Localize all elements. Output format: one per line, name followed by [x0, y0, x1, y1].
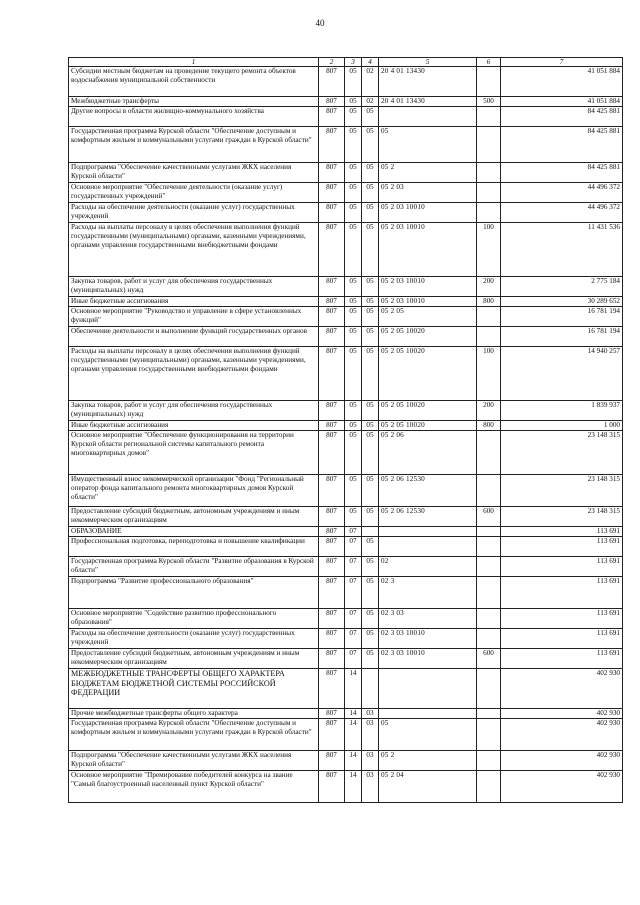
table-row	[69, 307, 623, 327]
amount-cell: 113 691	[501, 609, 623, 629]
ministry-code-cell: 807	[319, 431, 345, 475]
subsection-code-cell: 05	[362, 107, 379, 127]
ministry-code-cell: 807	[319, 327, 345, 347]
row-name-cell: Прочие межбюджетные трансферты общего характера	[69, 709, 319, 719]
table-row	[69, 669, 623, 709]
section-code-cell: 07	[345, 537, 362, 557]
table-row	[69, 537, 623, 557]
expense-type-cell	[477, 475, 501, 507]
amount-cell: 44 496 372	[501, 183, 623, 203]
subsection-code-cell: 03	[362, 719, 379, 751]
target-article-cell: 05 2 05 10020	[379, 347, 477, 401]
amount-cell: 44 496 372	[501, 203, 623, 223]
target-article-cell: 20 4 01 13430	[379, 67, 477, 97]
subsection-code-cell: 05	[362, 649, 379, 669]
section-code-cell: 05	[345, 127, 362, 163]
row-name-cell: Основное мероприятие "Премирование победителей конкурса на звание "Самый благоустроенный населенный пункт Курской области"	[69, 771, 319, 803]
target-article-cell	[379, 537, 477, 557]
ministry-code-cell: 807	[319, 771, 345, 803]
ministry-code-cell: 807	[319, 107, 345, 127]
subsection-code-cell: 05	[362, 223, 379, 277]
amount-cell: 113 691	[501, 527, 623, 537]
row-name-cell: Основное мероприятие "Обеспечение деятельности (оказание услуг) государственных учреждений"	[69, 183, 319, 203]
target-article-cell: 05 2 06	[379, 431, 477, 475]
table-row	[69, 163, 623, 183]
row-name-cell: Иные бюджетные ассигнования	[69, 421, 319, 431]
amount-cell: 41 051 884	[501, 97, 623, 107]
amount-cell: 402 930	[501, 709, 623, 719]
table-row	[69, 421, 623, 431]
ministry-code-cell: 807	[319, 297, 345, 307]
target-article-cell: 05 2 05 10020	[379, 401, 477, 421]
section-code-cell: 14	[345, 669, 362, 709]
section-code-cell: 07	[345, 629, 362, 649]
amount-cell: 16 781 194	[501, 327, 623, 347]
expense-type-cell: 100	[477, 223, 501, 277]
section-code-cell: 05	[345, 223, 362, 277]
amount-cell: 84 425 881	[501, 163, 623, 183]
expense-type-cell: 200	[477, 401, 501, 421]
subsection-code-cell: 05	[362, 297, 379, 307]
table-row	[69, 297, 623, 307]
target-article-cell: 05	[379, 127, 477, 163]
row-name-cell: Расходы на выплаты персоналу в целях обеспечения выполнения функций государственными (муниципальными) органами, казенными учреждениями, органами управления государственными внебюджетными фондами	[69, 223, 319, 277]
section-code-cell: 05	[345, 507, 362, 527]
section-code-cell: 14	[345, 771, 362, 803]
expense-type-cell: 800	[477, 297, 501, 307]
target-article-cell: 02 3 03	[379, 609, 477, 629]
expense-type-cell	[477, 557, 501, 577]
ministry-code-cell: 807	[319, 421, 345, 431]
target-article-cell: 05 2	[379, 751, 477, 771]
page-number: 40	[315, 18, 325, 28]
target-article-cell: 05 2 06 12530	[379, 507, 477, 527]
subsection-code-cell	[362, 669, 379, 709]
subsection-code-cell: 05	[362, 577, 379, 609]
table-row	[69, 771, 623, 803]
ministry-code-cell: 807	[319, 719, 345, 751]
expense-type-cell	[477, 203, 501, 223]
row-name-cell: Закупка товаров, работ и услуг для обеспечения государственных (муниципальных) нужд	[69, 401, 319, 421]
column-header: 7	[501, 58, 623, 67]
amount-cell: 113 691	[501, 629, 623, 649]
subsection-code-cell: 05	[362, 507, 379, 527]
row-name-cell: Основное мероприятие "Обеспечение функционирования на территории Курской области региональной системы капитального ремонта многоквартирных домов"	[69, 431, 319, 475]
section-code-cell: 05	[345, 97, 362, 107]
section-code-cell: 07	[345, 609, 362, 629]
ministry-code-cell: 807	[319, 203, 345, 223]
section-code-cell: 05	[345, 163, 362, 183]
amount-cell: 402 930	[501, 751, 623, 771]
expense-type-cell: 600	[477, 507, 501, 527]
target-article-cell: 20 4 01 13430	[379, 97, 477, 107]
expense-type-cell	[477, 751, 501, 771]
subsection-code-cell: 05	[362, 431, 379, 475]
section-code-cell: 05	[345, 307, 362, 327]
amount-cell: 402 930	[501, 719, 623, 751]
section-code-cell: 07	[345, 577, 362, 609]
table-row	[69, 347, 623, 401]
subsection-code-cell: 05	[362, 421, 379, 431]
expense-type-cell	[477, 307, 501, 327]
ministry-code-cell: 807	[319, 67, 345, 97]
ministry-code-cell: 807	[319, 127, 345, 163]
expense-type-cell	[477, 183, 501, 203]
row-name-cell: Подпрограмма "Обеспечение качественными услугами ЖКХ населения Курской области"	[69, 751, 319, 771]
expense-type-cell	[477, 327, 501, 347]
amount-cell: 41 051 884	[501, 67, 623, 97]
table-row	[69, 107, 623, 127]
table-row	[69, 431, 623, 475]
section-code-cell: 05	[345, 475, 362, 507]
row-name-cell: Расходы на выплаты персоналу в целях обеспечения выполнения функций государственными (муниципальными) органами, казенными учреждениями, органами управления государственными внебюджетными фондами	[69, 347, 319, 401]
section-code-cell: 05	[345, 421, 362, 431]
table-row	[69, 223, 623, 277]
column-header: 5	[379, 58, 477, 67]
table-row	[69, 507, 623, 527]
subsection-code-cell: 03	[362, 751, 379, 771]
expense-type-cell: 100	[477, 347, 501, 401]
section-code-cell: 05	[345, 327, 362, 347]
subsection-code-cell: 03	[362, 771, 379, 803]
row-name-cell: Государственная программа Курской области "Обеспечение доступным и комфортным жильем и коммунальными услугами граждан в Курской области"	[69, 127, 319, 163]
row-name-cell: Государственная программа Курской области "Развитие образования в Курской области"	[69, 557, 319, 577]
expense-type-cell	[477, 163, 501, 183]
target-article-cell: 05 2 03 10010	[379, 203, 477, 223]
ministry-code-cell: 807	[319, 709, 345, 719]
subsection-code-cell: 02	[362, 67, 379, 97]
row-name-cell: Обеспечение деятельности и выполнение функций государственных органов	[69, 327, 319, 347]
subsection-code-cell	[362, 527, 379, 537]
target-article-cell: 05 2 04	[379, 771, 477, 803]
target-article-cell: 05 2 03 10010	[379, 223, 477, 277]
amount-cell: 23 148 315	[501, 431, 623, 475]
row-name-cell: Основное мероприятие "Руководство и управление в сфере установленных функций"	[69, 307, 319, 327]
amount-cell: 113 691	[501, 577, 623, 609]
subsection-code-cell: 05	[362, 609, 379, 629]
table-row	[69, 475, 623, 507]
ministry-code-cell: 807	[319, 527, 345, 537]
section-code-cell: 14	[345, 751, 362, 771]
subsection-code-cell: 03	[362, 709, 379, 719]
section-code-cell: 05	[345, 107, 362, 127]
target-article-cell	[379, 669, 477, 709]
target-article-cell	[379, 527, 477, 537]
table-body	[69, 67, 623, 803]
subsection-code-cell: 05	[362, 475, 379, 507]
amount-cell: 84 425 881	[501, 107, 623, 127]
target-article-cell: 05 2 03 10010	[379, 297, 477, 307]
column-header: 3	[345, 58, 362, 67]
row-name-cell: Государственная программа Курской области "Обеспечение доступным и комфортным жильем и коммунальными услугами граждан в Курской области"	[69, 719, 319, 751]
target-article-cell: 05	[379, 719, 477, 751]
ministry-code-cell: 807	[319, 557, 345, 577]
ministry-code-cell: 807	[319, 751, 345, 771]
section-code-cell: 07	[345, 649, 362, 669]
ministry-code-cell: 807	[319, 507, 345, 527]
table-row	[69, 67, 623, 97]
expense-type-cell	[477, 537, 501, 557]
row-name-cell: Иные бюджетные ассигнования	[69, 297, 319, 307]
table-row	[69, 183, 623, 203]
row-name-cell: Профессиональная подготовка, переподготовка и повышение квалификации	[69, 537, 319, 557]
target-article-cell: 02	[379, 557, 477, 577]
subsection-code-cell: 05	[362, 127, 379, 163]
subsection-code-cell: 05	[362, 277, 379, 297]
row-name-cell: Субсидии местным бюджетам на проведение текущего ремонта объектов водоснабжения муниципальной собственности	[69, 67, 319, 97]
section-code-cell: 14	[345, 709, 362, 719]
section-code-cell: 05	[345, 401, 362, 421]
subsection-code-cell: 05	[362, 183, 379, 203]
subsection-code-cell: 02	[362, 97, 379, 107]
subsection-code-cell: 05	[362, 557, 379, 577]
expense-type-cell	[477, 107, 501, 127]
column-header: 2	[319, 58, 345, 67]
row-name-cell: ОБРАЗОВАНИЕ	[69, 527, 319, 537]
amount-cell: 1 839 937	[501, 401, 623, 421]
expense-type-cell	[477, 527, 501, 537]
amount-cell: 2 775 184	[501, 277, 623, 297]
table-row	[69, 97, 623, 107]
table-row	[69, 557, 623, 577]
table-header-row	[69, 58, 623, 67]
section-code-cell: 05	[345, 347, 362, 401]
subsection-code-cell: 05	[362, 327, 379, 347]
section-code-cell: 14	[345, 719, 362, 751]
amount-cell: 23 148 315	[501, 507, 623, 527]
subsection-code-cell: 05	[362, 401, 379, 421]
row-name-cell: МЕЖБЮДЖЕТНЫЕ ТРАНСФЕРТЫ ОБЩЕГО ХАРАКТЕРА БЮДЖЕТАМ БЮДЖЕТНОЙ СИСТЕМЫ РОССИЙСКОЙ ФЕДЕРАЦИИ	[69, 669, 319, 709]
table-row	[69, 203, 623, 223]
section-code-cell: 05	[345, 203, 362, 223]
target-article-cell: 05 2 06 12530	[379, 475, 477, 507]
section-code-cell: 05	[345, 67, 362, 97]
target-article-cell: 05 2	[379, 163, 477, 183]
target-article-cell: 05 2 05 10020	[379, 421, 477, 431]
row-name-cell: Межбюджетные трансферты	[69, 97, 319, 107]
ministry-code-cell: 807	[319, 277, 345, 297]
ministry-code-cell: 807	[319, 649, 345, 669]
budget-table	[68, 57, 623, 803]
target-article-cell: 05 2 03	[379, 183, 477, 203]
row-name-cell: Подпрограмма "Развитие профессионального образования"	[69, 577, 319, 609]
amount-cell: 30 289 652	[501, 297, 623, 307]
amount-cell: 11 431 536	[501, 223, 623, 277]
subsection-code-cell: 05	[362, 307, 379, 327]
row-name-cell: Другие вопросы в области жилищно-коммунального хозяйства	[69, 107, 319, 127]
table-row	[69, 709, 623, 719]
ministry-code-cell: 807	[319, 475, 345, 507]
ministry-code-cell: 807	[319, 97, 345, 107]
table-row	[69, 719, 623, 751]
section-code-cell: 05	[345, 183, 362, 203]
subsection-code-cell: 05	[362, 163, 379, 183]
target-article-cell: 05 2 05	[379, 307, 477, 327]
target-article-cell: 02 3 03 10010	[379, 649, 477, 669]
amount-cell: 402 930	[501, 771, 623, 803]
column-header: 6	[477, 58, 501, 67]
ministry-code-cell: 807	[319, 537, 345, 557]
amount-cell: 23 148 315	[501, 475, 623, 507]
ministry-code-cell: 807	[319, 629, 345, 649]
expense-type-cell: 500	[477, 97, 501, 107]
subsection-code-cell: 05	[362, 347, 379, 401]
table-row	[69, 277, 623, 297]
table-row	[69, 751, 623, 771]
column-header: 1	[69, 58, 319, 67]
ministry-code-cell: 807	[319, 183, 345, 203]
row-name-cell: Предоставление субсидий бюджетным, автономным учреждениям и иным некоммерческим организациям	[69, 507, 319, 527]
expense-type-cell	[477, 577, 501, 609]
amount-cell: 113 691	[501, 649, 623, 669]
section-code-cell: 05	[345, 431, 362, 475]
ministry-code-cell: 807	[319, 223, 345, 277]
expense-type-cell	[477, 669, 501, 709]
section-code-cell: 07	[345, 557, 362, 577]
expense-type-cell: 600	[477, 649, 501, 669]
subsection-code-cell: 05	[362, 537, 379, 557]
amount-cell: 113 691	[501, 537, 623, 557]
expense-type-cell: 200	[477, 277, 501, 297]
row-name-cell: Подпрограмма "Обеспечение качественными услугами ЖКХ населения Курской области"	[69, 163, 319, 183]
column-header: 4	[362, 58, 379, 67]
expense-type-cell	[477, 609, 501, 629]
expense-type-cell	[477, 709, 501, 719]
expense-type-cell	[477, 629, 501, 649]
amount-cell: 84 425 881	[501, 127, 623, 163]
amount-cell: 1 000	[501, 421, 623, 431]
ministry-code-cell: 807	[319, 163, 345, 183]
row-name-cell: Имущественный взнос некоммерческой организации "Фонд "Региональный оператор фонда капитального ремонта многоквартирных домов Курской области"	[69, 475, 319, 507]
row-name-cell: Расходы на обеспечение деятельности (оказание услуг) государственных учреждений	[69, 629, 319, 649]
target-article-cell: 02 3	[379, 577, 477, 609]
expense-type-cell	[477, 127, 501, 163]
table-row	[69, 401, 623, 421]
target-article-cell	[379, 107, 477, 127]
table-row	[69, 609, 623, 629]
subsection-code-cell: 05	[362, 629, 379, 649]
section-code-cell: 07	[345, 527, 362, 537]
expense-type-cell	[477, 719, 501, 751]
row-name-cell: Расходы на обеспечение деятельности (оказание услуг) государственных учреждений	[69, 203, 319, 223]
ministry-code-cell: 807	[319, 669, 345, 709]
table-row	[69, 629, 623, 649]
amount-cell: 113 691	[501, 557, 623, 577]
amount-cell: 402 930	[501, 669, 623, 709]
section-code-cell: 05	[345, 297, 362, 307]
table-row	[69, 127, 623, 163]
ministry-code-cell: 807	[319, 307, 345, 327]
expense-type-cell	[477, 67, 501, 97]
target-article-cell: 05 2 05 10020	[379, 327, 477, 347]
expense-type-cell	[477, 431, 501, 475]
amount-cell: 16 781 194	[501, 307, 623, 327]
ministry-code-cell: 807	[319, 347, 345, 401]
row-name-cell: Предоставление субсидий бюджетным, автономным учреждениям и иным некоммерческим организациям	[69, 649, 319, 669]
expense-type-cell	[477, 771, 501, 803]
row-name-cell: Закупка товаров, работ и услуг для обеспечения государственных (муниципальных) нужд	[69, 277, 319, 297]
ministry-code-cell: 807	[319, 577, 345, 609]
expense-type-cell: 800	[477, 421, 501, 431]
target-article-cell: 05 2 03 10010	[379, 277, 477, 297]
ministry-code-cell: 807	[319, 609, 345, 629]
table-row	[69, 577, 623, 609]
subsection-code-cell: 05	[362, 203, 379, 223]
target-article-cell	[379, 709, 477, 719]
target-article-cell: 02 3 03 10010	[379, 629, 477, 649]
amount-cell: 14 940 257	[501, 347, 623, 401]
ministry-code-cell: 807	[319, 401, 345, 421]
table-row	[69, 527, 623, 537]
row-name-cell: Основное мероприятие "Содействие развитию профессионального образования"	[69, 609, 319, 629]
table-row	[69, 649, 623, 669]
table-row	[69, 327, 623, 347]
section-code-cell: 05	[345, 277, 362, 297]
